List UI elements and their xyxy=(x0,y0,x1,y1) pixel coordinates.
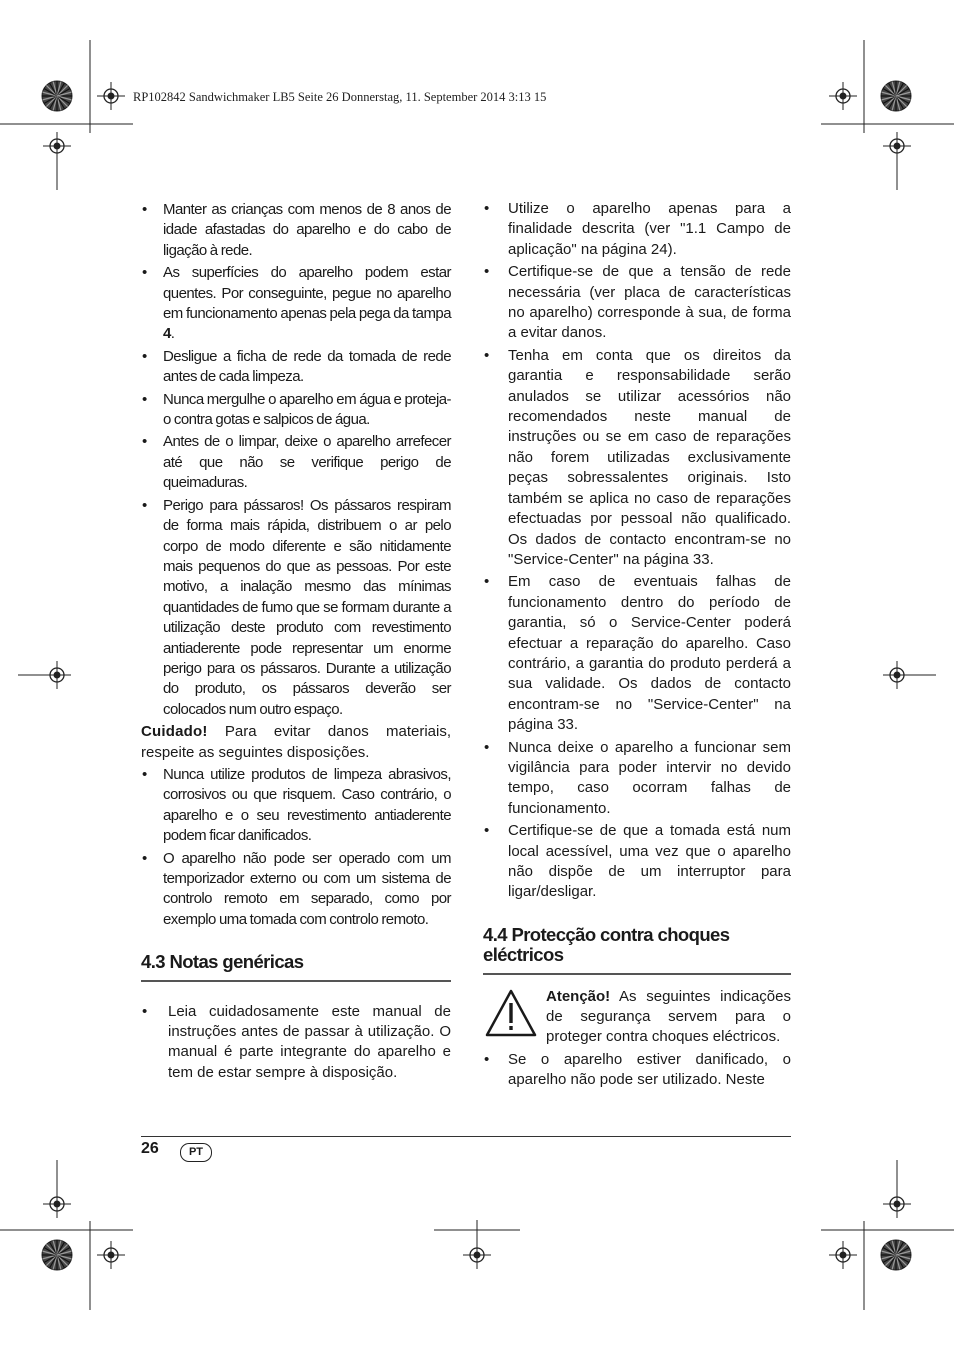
left-bullet-list xyxy=(141,200,451,720)
section-4-3-list xyxy=(141,1002,451,1084)
list-item: • Em caso de eventuais falhas de funcionamento dentro do período de garantia, só o Service-Center poderá efectuar a reparação do aparelho. Caso contrário, a garantia do produto perderá a sua validade. Os dados de contacto encontram-se no "Service-Center" na página 33. xyxy=(483,572,791,735)
list-item: • Manter as crianças com menos de 8 anos de idade afastadas do aparelho e do cabo de ligação à rede. xyxy=(141,200,451,261)
list-item: • Perigo para pássaros! Os pássaros respiram de forma mais rápida, distribuem o ar pelo corpo de modo diferente e são nitidamente mais pequenos do que as pessoas. Por este motivo, a inalação mesmo das mínimas quantidades de fumo que se formam durante a utilização deste produto com revestimento antiaderente pode representar um enorme perigo para os pássaros. Durante a utilização do produto, os pássaros deverão ser colocados num outro espaço. xyxy=(141,496,451,720)
registration-crosshair-icon xyxy=(43,132,71,160)
caution-label: Cuidado! xyxy=(141,723,208,741)
list-item: • Utilize o aparelho apenas para a finalidade descrita (ver "1.1 Campo de aplicação" na página 24). xyxy=(483,199,791,260)
list-item: • Nunca mergulhe o aparelho em água e proteja-o contra gotas e salpicos de água. xyxy=(141,390,451,431)
list-item: • Nunca utilize produtos de limpeza abrasivos, corrosivos ou que risquem. Caso contrário, o aparelho e o seu revestimento antiaderente podem ficar danificados. xyxy=(141,765,451,847)
list-item: • Tenha em conta que os direitos da garantia e responsabilidade serão anulados se utilizar acessórios não recomendados neste manual de instruções ou se em caso de reparações não forem utilizadas exclusivamente peças sobressalentes originais. Isto também se aplica no caso de reparações efectuadas por pessoal não qualificado. Os dados de contacto encontram-se no "Service-Center" na página 33. xyxy=(483,346,791,570)
list-item: • As superfícies do aparelho podem estar quentes. Por conseguinte, pegue no aparelho em funcionamento apenas pela pega da tampa 4. xyxy=(141,263,451,345)
registration-crosshair-icon xyxy=(829,1241,857,1269)
section-heading-4-4: 4.4 Protecção contra choques eléctricos xyxy=(483,925,791,975)
page-number: 26 xyxy=(141,1140,159,1157)
registration-crosshair-icon xyxy=(43,1190,71,1218)
left-column xyxy=(141,200,451,1085)
list-item: • Certifique-se de que a tomada está num local acessível, uma vez que o aparelho não dispõe de um interruptor para ligar/desligar. xyxy=(483,821,791,903)
handle-reference: 4 xyxy=(163,325,171,343)
print-header: RP102842 Sandwichmaker LB5 Seite 26 Donnerstag, 11. September 2014 3:13 15 xyxy=(133,90,547,104)
list-item: • Certifique-se de que a tensão de rede necessária (ver placa de características no aparelho) corresponde à sua, de forma a evitar danos. xyxy=(483,262,791,344)
warning-block: Atenção! As seguintes indicações de segurança servem para o proteger contra choques eléctricos. xyxy=(483,987,791,1048)
registration-crosshair-icon xyxy=(97,82,125,110)
right-bullet-list xyxy=(483,199,791,903)
registration-crosshair-icon xyxy=(97,1241,125,1269)
footer-rule xyxy=(141,1136,791,1137)
registration-crosshair-icon xyxy=(829,82,857,110)
registration-crosshair-icon xyxy=(883,132,911,160)
warning-label: Atenção! xyxy=(546,987,611,1005)
caution-bullet-list xyxy=(141,765,451,930)
list-item: • Leia cuidadosamente este manual de instruções antes de passar à utilização. O manual é parte integrante do aparelho e tem de estar sempre à disposição. xyxy=(141,1002,451,1084)
list-item: • Se o aparelho estiver danificado, o aparelho não pode ser utilizado. Neste xyxy=(483,1050,791,1091)
list-item: • Antes de o limpar, deixe o aparelho arrefecer até que não se verifique perigo de queimaduras. xyxy=(141,432,451,493)
registration-crosshair-icon xyxy=(463,1241,491,1269)
language-badge: PT xyxy=(180,1143,212,1162)
list-item: • Nunca deixe o aparelho a funcionar sem vigilância para poder intervir no devido tempo, caso ocorram falhas de funcionamento. xyxy=(483,738,791,820)
color-rosette-icon xyxy=(881,1240,911,1270)
section-heading-4-3: 4.3 Notas genéricas xyxy=(141,952,451,981)
registration-crosshair-icon xyxy=(43,661,71,689)
color-rosette-icon xyxy=(42,81,72,111)
registration-crosshair-icon xyxy=(883,661,911,689)
registration-crosshair-icon xyxy=(883,1190,911,1218)
warning-triangle-icon xyxy=(485,989,537,1037)
list-item: • O aparelho não pode ser operado com um temporizador externo ou com um sistema de controlo remoto em separado, como por exemplo uma tomada com controlo remoto. xyxy=(141,849,451,931)
color-rosette-icon xyxy=(881,81,911,111)
right-column xyxy=(483,199,791,1093)
caution-paragraph: Cuidado! Para evitar danos materiais, respeite as seguintes disposições. xyxy=(141,723,451,761)
color-rosette-icon xyxy=(42,1240,72,1270)
section-4-4-list xyxy=(483,1050,791,1091)
list-item: • Desligue a ficha de rede da tomada de rede antes de cada limpeza. xyxy=(141,347,451,388)
